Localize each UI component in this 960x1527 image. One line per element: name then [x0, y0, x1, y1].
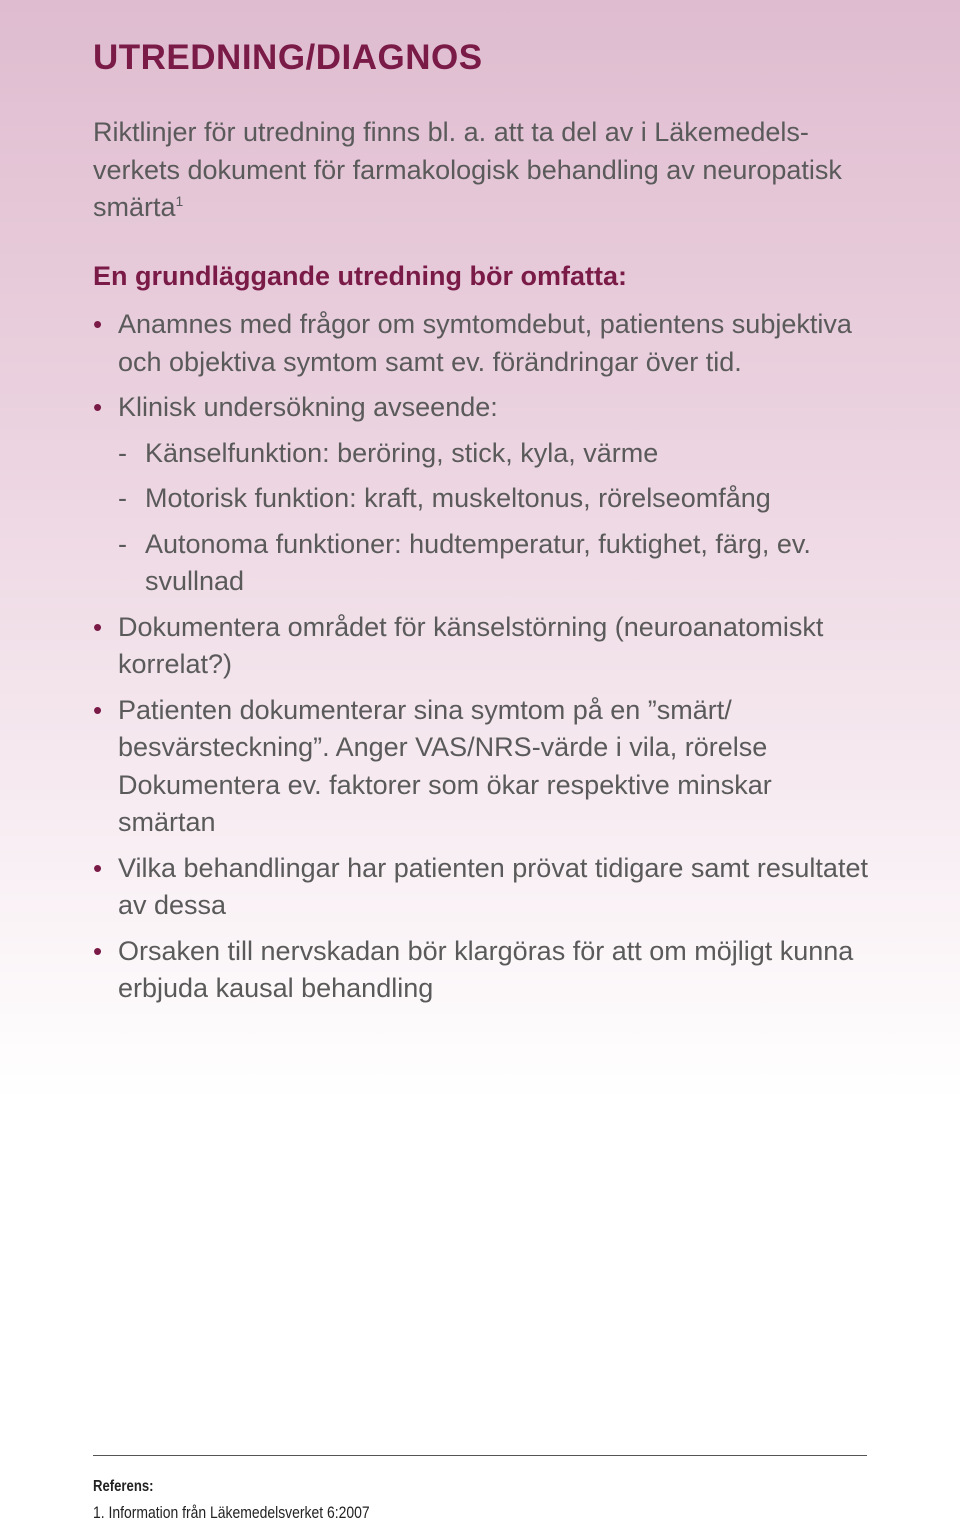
- list-item-anamnes: [93, 306, 873, 381]
- list-item-dokumentera: [93, 609, 873, 684]
- list-item-text: Orsaken till nervskadan bör klargöras för att om möjligt kunna erbjuda kausal behandling: [118, 935, 854, 1003]
- sublist-item-autonoma: [118, 526, 873, 601]
- list-item-behandlingar: [93, 850, 873, 925]
- list-item-klinisk: [93, 389, 873, 601]
- examination-sublist: [118, 435, 873, 601]
- assessment-list: [93, 306, 873, 1008]
- list-item-text: Dokumentera området för känselstörning (neuroanatomiskt korrelat?): [118, 611, 824, 679]
- dash-icon: -: [118, 528, 127, 559]
- bullet-icon: •: [93, 852, 103, 883]
- footnote-marker: 1: [175, 193, 184, 209]
- page-title: UTREDNING/DIAGNOS: [93, 38, 483, 77]
- list-item-orsaken: [93, 933, 873, 1008]
- list-item-patienten: [93, 692, 873, 842]
- sublist-item-text: Autonoma funktioner: hudtemperatur, fuktighet, färg, ev. svullnad: [145, 528, 811, 596]
- sublist-item-motorisk: [118, 480, 873, 518]
- sublist-item-text: Känselfunktion: beröring, stick, kyla, värme: [145, 437, 659, 468]
- footer-divider: [93, 1455, 867, 1456]
- intro-paragraph: [93, 114, 883, 227]
- bullet-icon: •: [93, 694, 103, 725]
- reference-item: 1. Information från Läkemedelsverket 6:2007: [93, 1503, 370, 1522]
- list-item-text: Klinisk undersökning avseende:: [118, 392, 498, 422]
- intro-text: Riktlinjer för utredning finns bl. a. att ta del av i Läkemedelsverkets dokument för farmakologisk behandling av neuropatisk smärta: [93, 117, 842, 222]
- references-heading: Referens:: [93, 1478, 154, 1495]
- list-item-text: Vilka behandlingar har patienten prövat tidigare samt resultatet av dessa: [118, 852, 868, 920]
- list-item-text: Patienten dokumenterar sina symtom på en ”smärt/ besvärsteckning”. Anger VAS/NRS-värde i vila, rörelse Dokumentera ev. faktorer som ökar respektive minskar smärtan: [118, 694, 772, 837]
- bullet-icon: •: [93, 392, 103, 422]
- list-item-text: Anamnes med frågor om symtomdebut, patientens subjektiva och objektiva symtom samt ev. förändringar över tid.: [118, 309, 852, 377]
- bullet-icon: •: [93, 935, 103, 966]
- bullet-icon: •: [93, 309, 103, 339]
- bullet-icon: •: [93, 611, 103, 642]
- sublist-item-kanselfunktion: [118, 435, 873, 473]
- dash-icon: -: [118, 437, 127, 468]
- dash-icon: -: [118, 483, 127, 513]
- section-subheading: En grundläggande utredning bör omfatta:: [93, 261, 627, 291]
- sublist-item-text: Motorisk funktion: kraft, muskeltonus, rörelseomfång: [145, 483, 771, 513]
